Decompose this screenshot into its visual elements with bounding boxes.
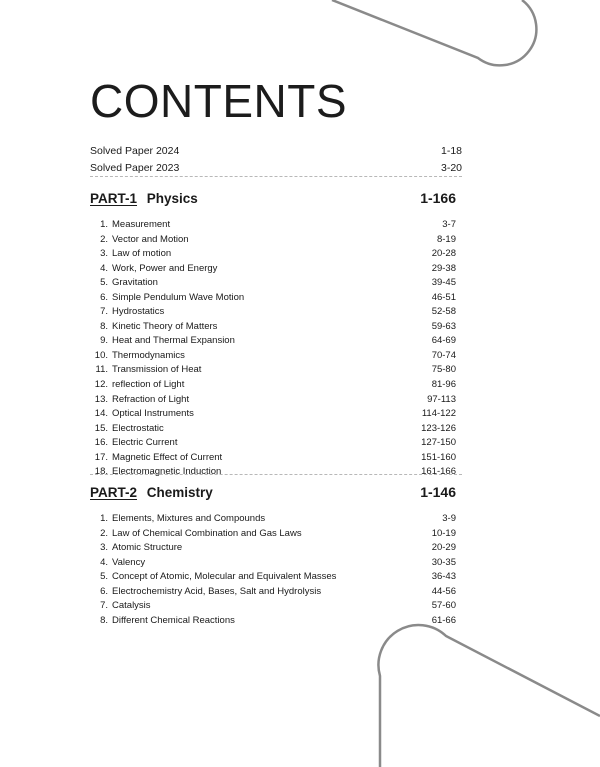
toc-entry[interactable] (90, 465, 456, 480)
chapter-title: Heat and Thermal Expansion (112, 335, 235, 347)
part-label: PART-2 (90, 485, 138, 500)
chapter-pages: 20-29 (431, 542, 456, 554)
chapter-pages: 52-58 (431, 306, 456, 318)
chapter-pages: 81-96 (431, 379, 456, 391)
part-subject: Physics (146, 191, 198, 206)
chapter-title: Elements, Mixtures and Compounds (112, 513, 266, 524)
entry-title: Solved Paper 2024 (90, 145, 180, 157)
entry-pages: 3-20 (440, 162, 462, 174)
chapter-title: Thermodynamics (112, 349, 185, 361)
chapter-pages: 64-69 (431, 335, 456, 347)
chapter-title: reflection of Light (112, 379, 185, 391)
chapter-title: Electrostatic (112, 422, 164, 434)
chapter-pages: 57-60 (431, 600, 456, 612)
chapter-pages: 29-38 (431, 262, 456, 274)
chapter-pages: 59-63 (431, 320, 456, 332)
chapter-pages: 70-74 (431, 349, 456, 361)
toc-entry[interactable] (90, 305, 456, 320)
chapter-number: 12. (94, 379, 108, 391)
chapter-title: Electromagnetic Induction (112, 466, 222, 478)
chapter-number: 13. (94, 393, 108, 405)
chapter-title: Law of motion (112, 248, 172, 260)
chapter-pages: 97-113 (427, 393, 456, 405)
entry-pages: 1-18 (440, 145, 462, 157)
chapter-pages: 123-126 (421, 422, 456, 434)
chapter-number: 18. (94, 466, 108, 478)
toc-entry[interactable] (90, 585, 456, 600)
part-label: PART-1 (90, 191, 138, 206)
chapter-pages: 10-19 (431, 527, 456, 539)
part-physics (90, 190, 456, 480)
toc-entry[interactable] (90, 334, 456, 349)
toc-entry[interactable] (90, 378, 456, 393)
part-pages: 1-166 (420, 190, 456, 206)
part-subject: Chemistry (146, 485, 213, 500)
chapter-number: 6. (100, 291, 108, 303)
chapter-number: 3. (100, 542, 108, 554)
chapter-number: 17. (94, 451, 108, 463)
toc-entry[interactable] (90, 276, 456, 291)
chapter-number: 1. (100, 513, 108, 524)
chapter-pages: 20-28 (431, 248, 456, 260)
toc-entry[interactable] (90, 599, 456, 614)
chapter-pages: 3-9 (442, 513, 456, 524)
chapter-title: Law of Chemical Combination and Gas Laws (112, 527, 302, 539)
chapter-title: Electrochemistry Acid, Bases, Salt and Hydrolysis (112, 585, 322, 597)
chapter-title: Measurement (112, 219, 171, 230)
chapter-number: 14. (94, 408, 108, 420)
chapter-number: 2. (100, 527, 108, 539)
part-heading[interactable] (90, 484, 456, 504)
chapter-number: 4. (100, 556, 108, 568)
toc-entry[interactable] (90, 527, 456, 542)
chapter-pages: 151-160 (421, 451, 456, 463)
chapter-number: 7. (100, 306, 108, 318)
chapter-number: 3. (100, 248, 108, 260)
chapter-title: Catalysis (112, 600, 151, 612)
toc-entry[interactable] (90, 436, 456, 451)
chapter-title: Electric Current (112, 437, 178, 449)
chapter-title: Different Chemical Reactions (112, 614, 235, 626)
chapter-title: Magnetic Effect of Current (112, 451, 223, 463)
solved-papers-list (90, 143, 462, 177)
chapter-title: Concept of Atomic, Molecular and Equivalent Masses (112, 571, 337, 583)
toc-entry[interactable] (90, 570, 456, 585)
chapter-title: Work, Power and Energy (112, 262, 218, 274)
section-divider (90, 474, 462, 475)
toc-entry-solved-paper-2023[interactable] (90, 160, 462, 177)
chapter-title: Vector and Motion (112, 233, 189, 245)
chapter-pages: 39-45 (431, 277, 456, 289)
chapter-pages: 8-19 (436, 233, 456, 245)
toc-entry[interactable] (90, 556, 456, 571)
chapter-title: Atomic Structure (112, 542, 183, 554)
chapter-title: Transmission of Heat (112, 364, 202, 376)
toc-entry[interactable] (90, 291, 456, 306)
chapter-list (90, 218, 456, 480)
chapter-number: 5. (100, 571, 108, 583)
chapter-pages: 161-166 (421, 466, 456, 478)
chapter-number: 15. (94, 422, 108, 434)
chapter-title: Hydrostatics (112, 306, 165, 318)
chapter-number: 8. (100, 320, 108, 332)
toc-entry[interactable] (90, 218, 456, 233)
chapter-number: 6. (100, 585, 108, 597)
part-heading[interactable] (90, 190, 456, 210)
toc-entry-solved-paper-2024[interactable] (90, 143, 462, 160)
toc-entry[interactable] (90, 233, 456, 248)
toc-entry[interactable] (90, 614, 456, 629)
chapter-number: 1. (100, 219, 108, 230)
toc-entry[interactable] (90, 363, 456, 378)
chapter-pages: 36-43 (431, 571, 456, 583)
chapter-title: Valency (112, 556, 146, 568)
chapter-title: Kinetic Theory of Matters (112, 320, 218, 332)
chapter-pages: 44-56 (431, 585, 456, 597)
page-title: CONTENTS (90, 75, 347, 127)
chapter-title: Refraction of Light (112, 393, 190, 405)
toc-entry[interactable] (90, 320, 456, 335)
chapter-pages: 75-80 (431, 364, 456, 376)
chapter-number: 9. (100, 335, 108, 347)
toc-entry[interactable] (90, 407, 456, 422)
chapter-pages: 30-35 (431, 556, 456, 568)
toc-entry[interactable] (90, 422, 456, 437)
part-chemistry (90, 484, 456, 628)
toc-entry[interactable] (90, 349, 456, 364)
chapter-number: 8. (100, 614, 108, 626)
chapter-number: 5. (100, 277, 108, 289)
entry-title: Solved Paper 2023 (90, 162, 180, 174)
chapter-title: Gravitation (112, 277, 158, 289)
toc-entry[interactable] (90, 541, 456, 556)
chapter-number: 11. (95, 364, 108, 376)
chapter-pages: 114-122 (421, 408, 456, 420)
bottom-right-arc (378, 625, 600, 767)
chapter-number: 16. (94, 437, 108, 449)
chapter-number: 7. (100, 600, 108, 612)
toc-entry[interactable] (90, 512, 456, 527)
toc-entry[interactable] (90, 393, 456, 408)
chapter-list (90, 512, 456, 628)
toc-entry[interactable] (90, 451, 456, 466)
part-pages: 1-146 (420, 484, 456, 500)
chapter-pages: 127-150 (421, 437, 456, 449)
chapter-pages: 46-51 (431, 291, 456, 303)
chapter-title: Optical Instruments (112, 408, 194, 420)
chapter-number: 2. (100, 233, 108, 245)
chapter-pages: 3-7 (442, 219, 456, 230)
top-right-arc (332, 0, 536, 65)
toc-entry[interactable] (90, 247, 456, 262)
section-divider (90, 176, 462, 177)
toc-entry[interactable] (90, 262, 456, 277)
chapter-title: Simple Pendulum Wave Motion (112, 291, 245, 303)
chapter-number: 10. (94, 349, 108, 361)
chapter-number: 4. (100, 262, 108, 274)
chapter-pages: 61-66 (431, 614, 456, 626)
